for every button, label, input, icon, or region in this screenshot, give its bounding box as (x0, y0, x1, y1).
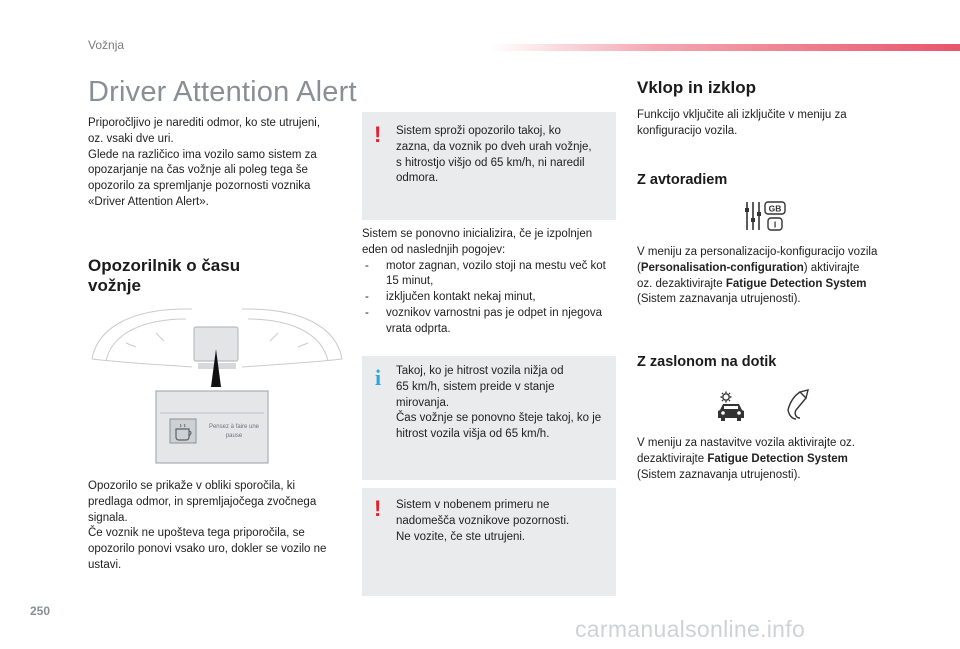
warning-line: nadomešča voznikove pozornosti. (396, 514, 570, 527)
instrument-cluster-illustration (86, 303, 348, 465)
intro-line: opozorilo za spremljanje pozornosti voznika (88, 180, 311, 193)
paragraph-line: eden od naslednjih pogojev: (362, 243, 506, 256)
list-item (362, 259, 616, 291)
heading-line: vožnje (88, 276, 141, 295)
on-off-intro (637, 108, 917, 140)
list-item (362, 290, 616, 306)
cluster-bottom-line (92, 359, 192, 367)
page-title: Driver Attention Alert (88, 76, 357, 108)
paragraph-line: Sistem se ponovno inicializira, če je izpolnjen (362, 228, 593, 240)
list-item (362, 306, 616, 338)
conditions-list (362, 259, 616, 338)
paragraph-line: V meniju za personalizacijo-konfiguracijo vozila (637, 246, 878, 258)
info-text (396, 364, 610, 443)
display-message-line: pause (225, 433, 243, 439)
warning-box-two-hours (362, 112, 616, 220)
menu-name: Personalisation-configuration (640, 261, 804, 274)
page-number: 250 (30, 604, 51, 618)
paragraph-line: (Sistem zaznavanja utrujenosti). (637, 293, 801, 306)
key-label: I (773, 219, 777, 230)
subheading-audio-system: Z avtoradiem (637, 172, 728, 188)
function-name: Fatigue Detection System (707, 452, 848, 465)
vehicle-settings-icon (714, 390, 750, 422)
key-label: GB (768, 203, 782, 214)
paragraph-line: (Sistem zaznavanja utrujenosti). (637, 468, 801, 481)
left-dial-inner (106, 319, 186, 361)
paragraph-line (637, 261, 927, 277)
left-dial-outline (92, 309, 192, 359)
list-item-line: vrata odprta. (386, 322, 451, 335)
intro-line: Glede na različico ima vozilo samo sistem za (88, 148, 317, 161)
section-title: Vožnja (88, 38, 125, 52)
warning-text (396, 124, 610, 187)
paragraph-line: Opozorilo se prikaže v obliki sporočila, ki (88, 480, 296, 492)
reset-conditions (362, 227, 616, 338)
paragraph-line: V meniju za nastavitve vozila aktivirajte oz. (637, 437, 855, 449)
touch-screen-instructions (637, 436, 927, 483)
info-icon: i (375, 365, 382, 390)
audio-settings-icon (744, 200, 788, 232)
function-name: Fatigue Detection System (725, 277, 867, 290)
list-item-line: - izključen kontakt nekaj minut, (386, 291, 536, 304)
warning-text (396, 498, 610, 545)
heading-line: Opozorilnik o času (88, 256, 241, 275)
list-item-line: - voznikov varnostni pas je odpet in njegova (386, 306, 603, 319)
paragraph-line (637, 277, 927, 293)
text-span: dezaktivirajte (637, 452, 708, 465)
right-dial-inner (248, 319, 328, 361)
header-accent-bar (490, 44, 960, 51)
paragraph-line: Funkcijo vključite ali izključite v meniju za (637, 109, 847, 121)
intro-line: «Driver Attention Alert». (88, 195, 209, 208)
section-heading-on-off: Vklop in izklop (637, 78, 757, 97)
cluster-bottom-line (242, 359, 342, 367)
subheading-touch-screen: Z zaslonom na dotik (637, 354, 777, 370)
info-line: hitrost vozila višja od 65 km/h. (396, 428, 550, 441)
touch-pen-icon (784, 388, 814, 422)
alert-description-paragraph (88, 479, 350, 574)
warning-exclamation-icon: ! (374, 496, 382, 521)
warning-line: zazna, da voznik po dveh urah vožnje, (396, 140, 592, 153)
intro-paragraph (88, 116, 350, 211)
text-span: oz. dezaktivirajte (637, 277, 726, 290)
paragraph-line: predlaga odmor, in spremljajočega zvočnega (88, 495, 317, 508)
audio-system-instructions (637, 245, 927, 308)
paragraph-line: signala. (88, 511, 128, 524)
warning-exclamation-icon: ! (374, 122, 382, 147)
info-line: Čas vožnje se ponovno šteje takoj, ko je (396, 412, 602, 425)
intro-line: oz. vsaki dve uri. (88, 132, 174, 145)
paragraph-line: ustavi. (88, 558, 122, 571)
info-line: mirovanja. (396, 396, 450, 409)
intro-line: opozarjanje na čas vožnje ali poleg tega še (88, 164, 308, 177)
warning-line: odmora. (396, 172, 439, 185)
paragraph-line: opozorilo ponovi vsako uro, dokler se vozilo ne (88, 543, 327, 556)
warning-line: Sistem v nobenem primeru ne (396, 499, 550, 511)
section-heading-driving-time (88, 256, 328, 296)
watermark: carmanualsonline.info (575, 616, 806, 642)
list-item-line: - motor zagnan, vozilo stoji na mestu več kot (386, 259, 606, 272)
intro-line: Priporočljivo je narediti odmor, ko ste utrujeni, (88, 117, 321, 129)
list-item-line: 15 minut, (386, 275, 434, 288)
text-span: ) aktivirajte (803, 261, 860, 274)
paragraph-line: Če voznik ne upošteva tega priporočila, se (88, 527, 305, 540)
paragraph-line (637, 452, 927, 468)
info-box-low-speed (362, 356, 616, 480)
right-dial-outline (242, 309, 342, 359)
warning-line: Sistem sproži opozorilo takoj, ko (396, 125, 561, 137)
warning-line: Ne vozite, če ste utrujeni. (396, 530, 526, 543)
warning-line: s hitrostjo višjo od 65 km/h, ni naredil (396, 156, 585, 169)
info-line: 65 km/h, sistem preide v stanje (396, 380, 555, 393)
paragraph-line: konfiguracijo vozila. (637, 124, 738, 137)
warning-box-attention (362, 488, 616, 596)
info-line: Takoj, ko je hitrost vozila nižja od (396, 365, 564, 377)
display-message-line: Pensez à faire une (208, 424, 260, 430)
text-span: ( (637, 261, 641, 274)
